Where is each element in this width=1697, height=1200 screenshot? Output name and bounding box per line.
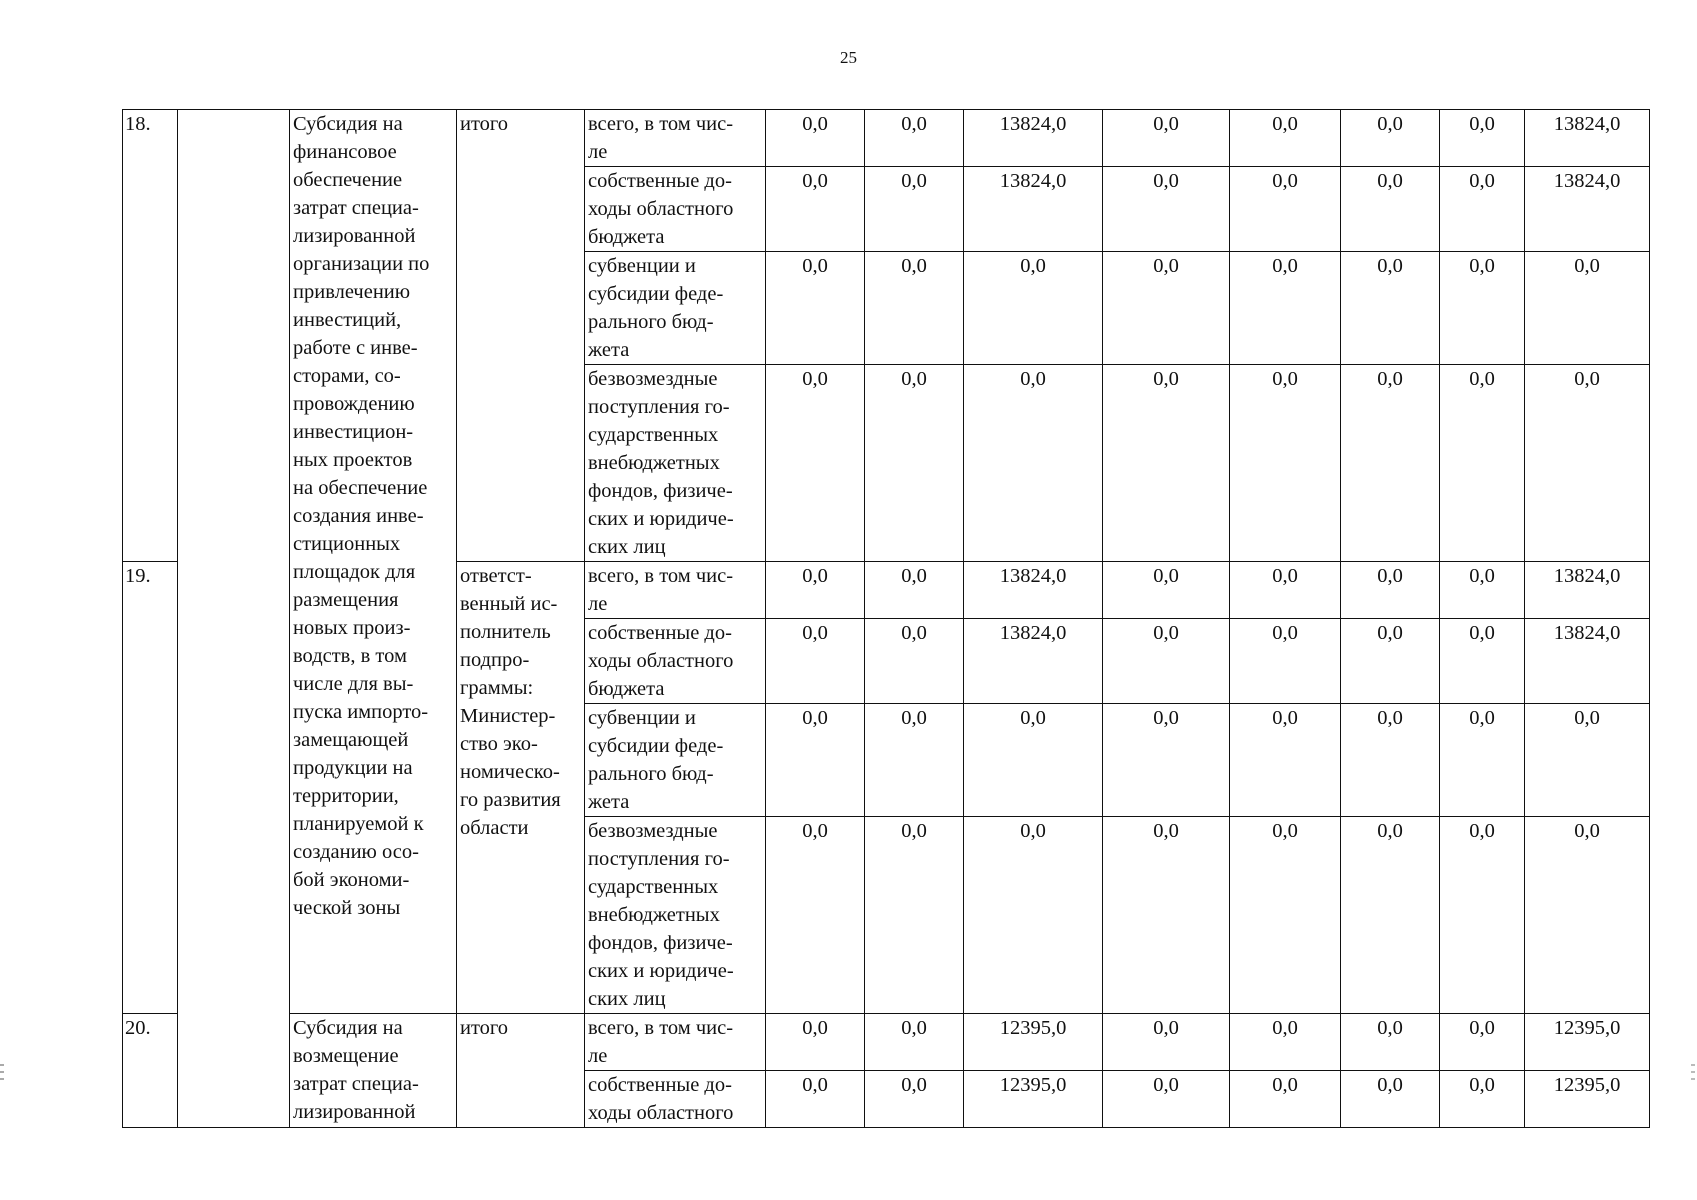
value-cell: 0,0 <box>1230 562 1341 619</box>
value-cell: 0,0 <box>865 619 964 704</box>
source-label: безвозмездные поступления го- сударственных внебюджетных фондов, физиче- ских и юридиче- ских лиц <box>585 817 766 1014</box>
value-cell: 13824,0 <box>964 110 1103 167</box>
value-cell: 0,0 <box>865 1071 964 1128</box>
source-label: всего, в том чис- ле <box>585 1014 766 1071</box>
value-cell: 0,0 <box>1103 619 1230 704</box>
value-cell: 0,0 <box>1341 252 1440 365</box>
value-cell: 0,0 <box>1525 365 1650 562</box>
value-cell: 0,0 <box>1103 817 1230 1014</box>
value-cell: 0,0 <box>1341 1071 1440 1128</box>
value-cell: 0,0 <box>1440 704 1525 817</box>
value-cell: 0,0 <box>766 1071 865 1128</box>
row-index: 18. <box>123 110 178 562</box>
value-cell: 0,0 <box>865 704 964 817</box>
row-index: 19. <box>123 562 178 1014</box>
page-number: 25 <box>840 48 857 67</box>
scan-edge-mark-left <box>0 1063 4 1084</box>
value-cell: 0,0 <box>865 1014 964 1071</box>
value-cell: 0,0 <box>1440 365 1525 562</box>
value-cell: 0,0 <box>766 619 865 704</box>
measure-name: Субсидия на возмещение затрат специа- лизированной <box>290 1014 457 1128</box>
value-cell: 13824,0 <box>1525 167 1650 252</box>
source-label: субвенции и субсидии феде- рального бюд- жета <box>585 252 766 365</box>
value-cell: 0,0 <box>766 110 865 167</box>
executor-cell: итого <box>457 110 585 562</box>
executor-cell: итого <box>457 1014 585 1128</box>
value-cell: 0,0 <box>964 704 1103 817</box>
value-cell: 0,0 <box>1103 1014 1230 1071</box>
value-cell: 0,0 <box>1341 817 1440 1014</box>
executor-cell: ответст- венный ис- полнитель подпро- граммы: Министер- ство эко- номическо- го развития области <box>457 562 585 1014</box>
scan-edge-mark-right <box>1691 1063 1695 1084</box>
value-cell: 0,0 <box>1103 110 1230 167</box>
value-cell: 0,0 <box>964 817 1103 1014</box>
value-cell: 0,0 <box>766 365 865 562</box>
value-cell: 0,0 <box>1341 167 1440 252</box>
value-cell: 0,0 <box>1525 817 1650 1014</box>
value-cell: 0,0 <box>1230 704 1341 817</box>
value-cell: 0,0 <box>1525 704 1650 817</box>
value-cell: 0,0 <box>865 817 964 1014</box>
value-cell: 0,0 <box>1440 167 1525 252</box>
source-label: собственные до- ходы областного бюджета <box>585 167 766 252</box>
source-label: субвенции и субсидии феде- рального бюд- жета <box>585 704 766 817</box>
source-label: собственные до- ходы областного <box>585 1071 766 1128</box>
value-cell: 0,0 <box>865 365 964 562</box>
value-cell: 0,0 <box>1440 1071 1525 1128</box>
value-cell: 0,0 <box>766 252 865 365</box>
source-label: всего, в том чис- ле <box>585 562 766 619</box>
value-cell: 0,0 <box>1103 252 1230 365</box>
value-cell: 13824,0 <box>1525 619 1650 704</box>
value-cell: 13824,0 <box>964 167 1103 252</box>
source-label: безвозмездные поступления го- сударственных внебюджетных фондов, физиче- ских и юридиче- ских лиц <box>585 365 766 562</box>
value-cell: 0,0 <box>766 817 865 1014</box>
value-cell: 0,0 <box>1103 365 1230 562</box>
table-row <box>123 1014 1650 1071</box>
value-cell: 0,0 <box>1440 110 1525 167</box>
value-cell: 0,0 <box>1440 817 1525 1014</box>
value-cell: 0,0 <box>865 562 964 619</box>
row-index: 20. <box>123 1014 178 1128</box>
value-cell: 0,0 <box>1230 167 1341 252</box>
value-cell: 0,0 <box>1103 562 1230 619</box>
value-cell: 0,0 <box>1341 1014 1440 1071</box>
measure-name: Субсидия на финансовое обеспечение затрат специа- лизированной организации по привлечению инвестиций, работе с инве- сторами, со- провождению инвестицион- ных проектов на обеспечение создания инве- стиционных площадок для размещения новых произ- водств, в том числе для вы- пуска импорто- замещающей продукции на территории, планируемой к созданию осо- бой экономи- ческой зоны <box>290 110 457 1014</box>
source-label: собственные до- ходы областного бюджета <box>585 619 766 704</box>
value-cell: 0,0 <box>1341 562 1440 619</box>
value-cell: 0,0 <box>1230 1014 1341 1071</box>
value-cell: 13824,0 <box>964 619 1103 704</box>
value-cell: 0,0 <box>766 1014 865 1071</box>
value-cell: 0,0 <box>865 167 964 252</box>
value-cell: 12395,0 <box>1525 1014 1650 1071</box>
value-cell: 0,0 <box>1341 704 1440 817</box>
value-cell: 13824,0 <box>1525 562 1650 619</box>
empty-column-cell <box>178 110 290 1128</box>
value-cell: 0,0 <box>1341 619 1440 704</box>
value-cell: 0,0 <box>1440 619 1525 704</box>
value-cell: 0,0 <box>1230 817 1341 1014</box>
value-cell: 0,0 <box>1230 252 1341 365</box>
value-cell: 0,0 <box>1230 365 1341 562</box>
value-cell: 0,0 <box>865 252 964 365</box>
value-cell: 0,0 <box>766 704 865 817</box>
value-cell: 12395,0 <box>964 1014 1103 1071</box>
value-cell: 0,0 <box>766 562 865 619</box>
value-cell: 0,0 <box>1341 110 1440 167</box>
value-cell: 13824,0 <box>964 562 1103 619</box>
table-row <box>123 110 1650 167</box>
value-cell: 12395,0 <box>964 1071 1103 1128</box>
value-cell: 0,0 <box>1230 110 1341 167</box>
value-cell: 0,0 <box>1230 619 1341 704</box>
value-cell: 0,0 <box>1525 252 1650 365</box>
budget-table <box>122 109 1650 1128</box>
value-cell: 0,0 <box>1230 1071 1341 1128</box>
value-cell: 0,0 <box>865 110 964 167</box>
value-cell: 0,0 <box>1103 167 1230 252</box>
value-cell: 0,0 <box>964 365 1103 562</box>
value-cell: 12395,0 <box>1525 1071 1650 1128</box>
value-cell: 0,0 <box>766 167 865 252</box>
value-cell: 0,0 <box>964 252 1103 365</box>
value-cell: 0,0 <box>1103 1071 1230 1128</box>
value-cell: 0,0 <box>1440 1014 1525 1071</box>
value-cell: 0,0 <box>1341 365 1440 562</box>
value-cell: 0,0 <box>1103 704 1230 817</box>
source-label: всего, в том чис- ле <box>585 110 766 167</box>
value-cell: 0,0 <box>1440 562 1525 619</box>
value-cell: 0,0 <box>1440 252 1525 365</box>
value-cell: 13824,0 <box>1525 110 1650 167</box>
